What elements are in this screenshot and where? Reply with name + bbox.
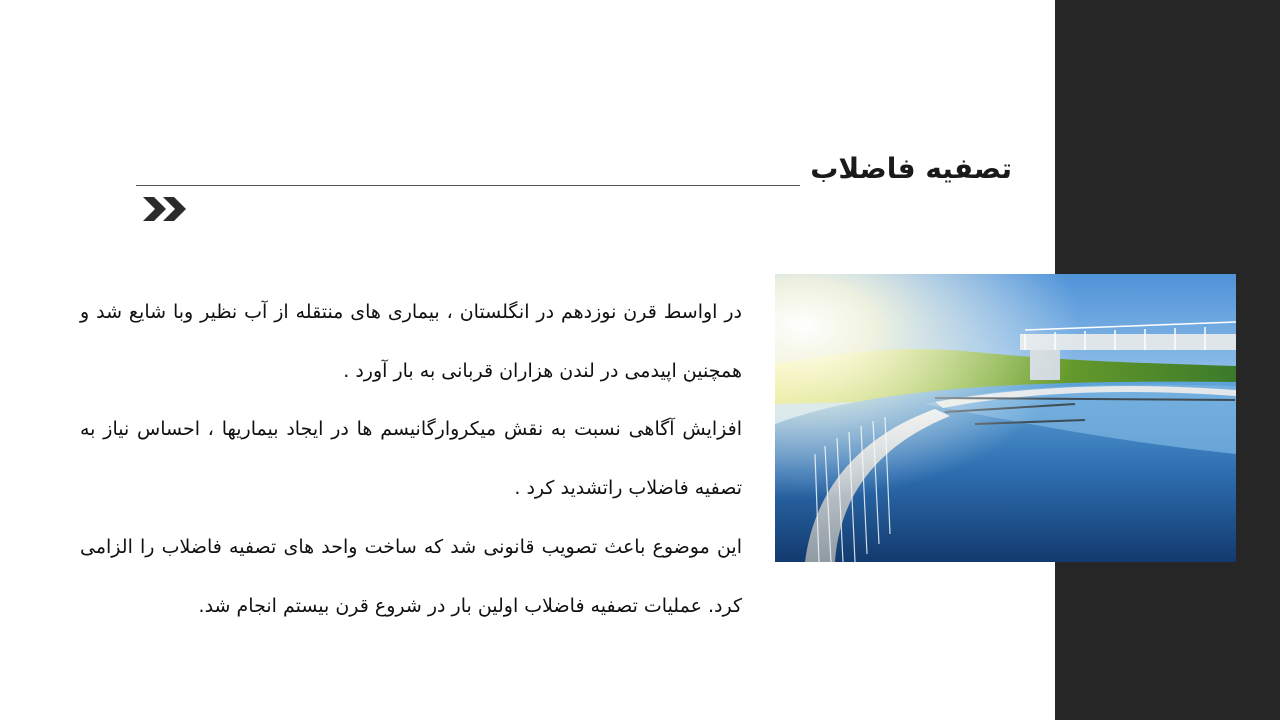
paragraph-3: این موضوع باعث تصویب قانونی شد که ساخت واحد های تصفیه فاضلاب را الزامی کرد. عملیات تصفیه فاضلاب اولین بار در شروع قرن بیستم انجام شد. — [80, 535, 742, 617]
paragraph-1: در اواسط قرن نوزدهم در انگلستان ، بیماری های منتقله از آب نظیر وبا شایع شد و همچنین اپیدمی در لندن هزاران قربانی به بار آورد . — [80, 301, 742, 382]
double-chevron-icon — [143, 197, 189, 221]
slide-body-text — [80, 283, 742, 635]
slide-title: تصفیه فاضلاب — [810, 152, 1012, 185]
wastewater-treatment-photo — [775, 274, 1236, 562]
title-divider — [136, 185, 800, 186]
paragraph-2: افزایش آگاهی نسبت به نقش میکروارگانیسم ها در ایجاد بیماریها ، احساس نیاز به تصفیه فاضلاب راتشدید کرد . — [80, 418, 742, 500]
